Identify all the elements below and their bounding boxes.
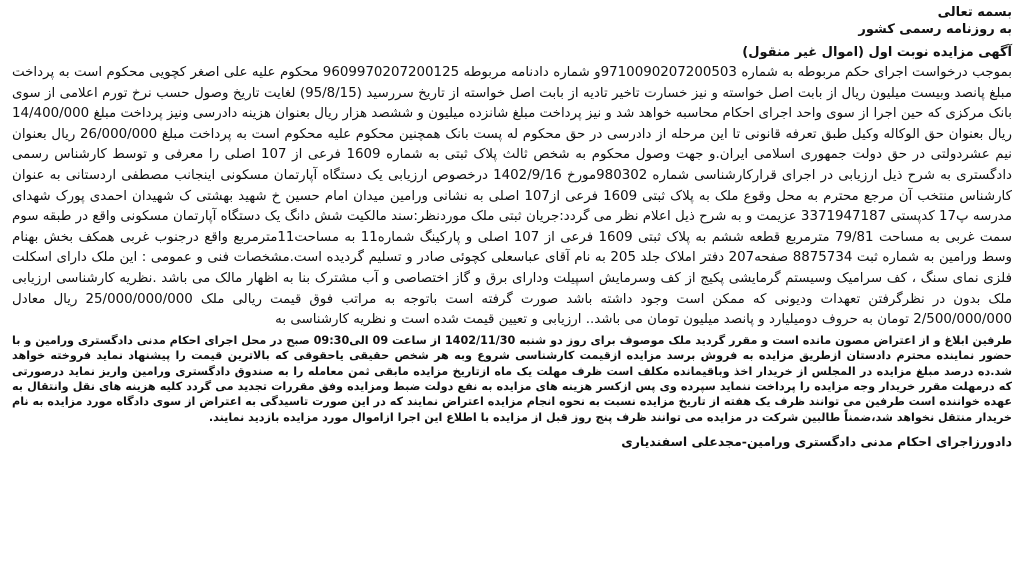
newspaper-name: به روزنامه رسمی کشور: [858, 22, 1012, 37]
notice-main-text: بموجب درخواست اجرای حکم مربوطه به شماره 9710090207200503و شماره دادنامه مربوطه 9609970207200125 محکوم علیه علی اصغر کچویی محکوم است به پرداخت مبلغ پانصد وبیست میلیون ریال از بابت اصل خواسته و نیز خسارت تاخیر تادیه از بابت اصل خواسته از تاریخ سررسید (95/8/15) لغایت تاریخ وصول حسب نرخ تورم اعلامی از سوی بانک مرکزی که حین اجرا از سوی واحد اجرای احکام محاسبه خواهد شد و نیز پرداخت مبلغ شانزده میلیون و ششصد هزار ریال بعنوان هزینه دادرسی ونیز پرداخت مبلغ 14/400/000 ریال بعنوان حق الوکاله وکیل طبق تعرفه قانونی تا این مرحله از دادرسی در حق محکوم له پست بانک همچنین محکوم علیه محکوم است به پرداخت مبلغ 26/000/000 ریال بعنوان نیم عشردولتی در حق دولت جمهوری اسلامی ایران.و جهت وصول محکوم به شخص ثالث پلاک ثبتی به شماره 1609 فرعی از 107 اصلی را معرفی و توسط کارشناس رسمی دادگستری به شرح ذیل ارزیابی در اجرای قرارکارشناسی شماره 980302مورخ 1402/9/16 درخصوص ارزیابی یک دستگاه آپارتمان مسکونی اینجانب مصطفی اردستانی به عنوان کارشناس منتخب آن مرجع محترم به محل وقوع ملک به پلاک ثبتی 1609 فرعی از107 اصلی به نشانی ورامین میدان امام حسین خ شهید بهشتی ک شهیدان احمدی پورک شهدای مدرسه پ17 کدپستی 3371947187 عزیمت و به شرح ذیل اعلام نظر می گردد:جریان ثبتی ملک موردنظر:سند مالکیت شش دانگ یک دستگاه آپارتمان مسکونی واقع در طبقه سوم سمت غربی به مساحت 79/81 مترمربع قطعه ششم به پلاک ثبتی 1609 فرعی از 107 اصلی و پارکینگ شماره11 به مساحت11مترمربع واقع درجنوب غربی همکف بخش بهنام وسط ورامین به شماره ثبت 8875734 صفحه207 دفتر املاک جلد 205 به نام آقای عباسعلی کچوئی صادر و تسلیم گردیده است.مشخصات فنی و عمومی : این ملک دارای اسکلت فلزی نمای سنگ ، کف سرامیک وسیستم گرمایشی پکیج از کف وسرمایش اسپیلت ودارای برق و گاز اختصاصی و آب مشترک بنا به اظهار مالک می باشد .نظریه کارشناسی ارزیابی ملک بدون در نظرگرفتن تعهدات ودیونی که ممکن است وجود داشته باشد صورت گرفته است باتوجه به مراتب فوق قیمت ریالی ملک 25/000/000/000 ریال معادل 2/500/000/000 تومان به حروف دومیلیارد و پانصد میلیون تومان می باشد.. ارزیابی و تعیین قیمت شده است و نظریه کارشناسی به: [12, 65, 1013, 328]
notice-title: آگهی مزایده نوبت اول (اموال غیر منقول): [742, 45, 1012, 60]
notice-auction-terms: طرفین ابلاغ و از اعتراض مصون مانده است و مقرر گردید ملک موصوف برای روز دو شنبه 1402/11/30 از ساعت 09 الی09:30 صبح در محل اجرای احکام مدنی دادگستری ورامین و با حضور نماینده محترم دادستان ازطریق مزایده به فروش برسد مزایده ازقیمت کارشناسی شروع وبه هر شخص حقیقی یاحقوقی که بالاترین قیمت را پیشنهاد نماید فروخته خواهد شد.ده درصد مبلغ مزایده در المجلس از خریدار اخذ وباقیمانده مکلف است ظرف مهلت یک ماه ازتاریخ مزایده مابقی ثمن معامله را به صندوق دادگستری ورامین واریز نماید درصورتی که درمهلت مقرر خریدار وجه مزایده را پرداخت ننماید سپرده وی پس ازکسر هزینه های مزایده به نفع دولت ضبط ومزایده وفق مقررات تجدید می گردد کلیه هزینه های نقل وانتقال به عهده خواننده است طرفین می توانند ظرف یک هفته از تاریخ مزایده نسبت به نحوه انجام مزایده اعتراض نمایند که در این صورت تاسیدگی به اعتراض از سوی دادگاه مورد مزایده به نام خریدار منتقل نخواهد شد،ضمناً طالبین شرکت در مزایده می توانند ظرف پنج روز قبل از مزایده با اطلاع این اجرا ازاموال مورد مزایده بازدید نمایند.: [12, 333, 1012, 424]
basmala-heading: بسمه تعالی: [937, 5, 1012, 20]
signature-line: دادورزاجرای احکام مدنی دادگستری ورامین-مجدعلی اسفندیاری: [621, 434, 1012, 450]
